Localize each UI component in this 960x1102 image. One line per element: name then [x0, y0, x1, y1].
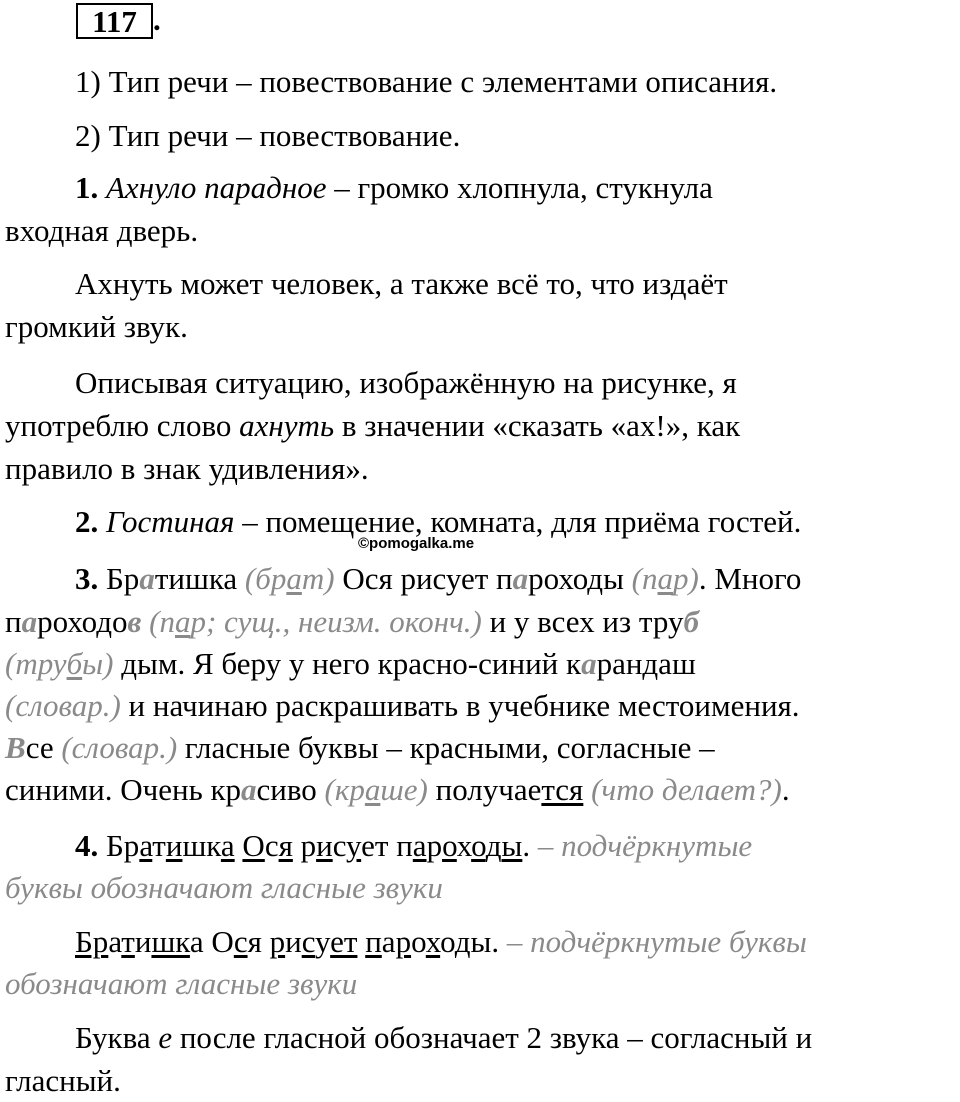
section-1-number: 1. [75, 170, 99, 205]
term-akhnut: ахнуть [239, 408, 335, 443]
section-4b-line-2: обозначают гласные звуки [5, 966, 358, 1001]
paragraph-1: 1) Тип речи – повествование с элементами описания. [75, 64, 778, 99]
section-3-line-1: 3. Братишка (брат) Ося рисует пароходы (пар). Много [75, 561, 802, 596]
section-5-line-2: гласный. [5, 1063, 121, 1098]
section-1c-line-3: правило в знак удивления». [5, 451, 369, 486]
section-1-definition: – громко хлопнула, стукнула [326, 170, 713, 205]
section-3-line-3: (трубы) дым. Я беру у него красно-синий карандаш [5, 646, 696, 681]
section-1-line-2: входная дверь. [5, 213, 199, 248]
section-3-line-6: синими. Очень красиво (краше) получается (что делает?). [5, 772, 790, 807]
section-3-line-2: пароходов (пар; сущ., неизм. оконч.) и у всех из труб [5, 604, 699, 639]
section-2-term: Гостиная [106, 504, 235, 539]
letter-e: е [158, 1020, 173, 1055]
section-4b-line-1: Братишка Ося рисует пароходы. – подчёркнутые буквы [75, 924, 807, 959]
watermark: ©pomogalka.me [358, 535, 475, 552]
section-2-definition: – помещение, комната, для приёма гостей. [234, 504, 802, 539]
section-1c-line-2: употреблю слово ахнуть в значении «сказать «ах!», как [5, 408, 741, 443]
section-1-line-1 [5, 166, 960, 209]
task-number: 117 [76, 3, 153, 39]
section-2 [5, 500, 960, 543]
section-3-line-5: Все (словар.) гласные буквы – красными, согласные – [5, 730, 715, 765]
section-4-line-1: 4. Братишка Ося рисует пароходы. – подчёркнутые [75, 828, 753, 863]
section-1-term: Ахнуло парадное [106, 170, 327, 205]
section-4-number: 4. [75, 828, 99, 863]
task-number-dot: . [153, 2, 161, 37]
section-3-line-4: (словар.) и начинаю раскрашивать в учебнике местоимения. [5, 688, 800, 723]
section-1b-line-2: громкий звук. [5, 309, 188, 344]
section-2-number: 2. [75, 504, 99, 539]
section-5-line-1: Буква е после гласной обозначает 2 звука – согласный и [75, 1020, 813, 1055]
paragraph-2: 2) Тип речи – повествование. [75, 118, 461, 153]
section-1c-line-1: Описывая ситуацию, изображённую на рисунке, я [75, 365, 737, 400]
section-3-number: 3. [75, 561, 99, 596]
section-1b-line-1: Ахнуть может человек, а также всё то, что издаёт [75, 266, 728, 301]
section-4-line-2: буквы обозначают гласные звуки [5, 870, 443, 905]
